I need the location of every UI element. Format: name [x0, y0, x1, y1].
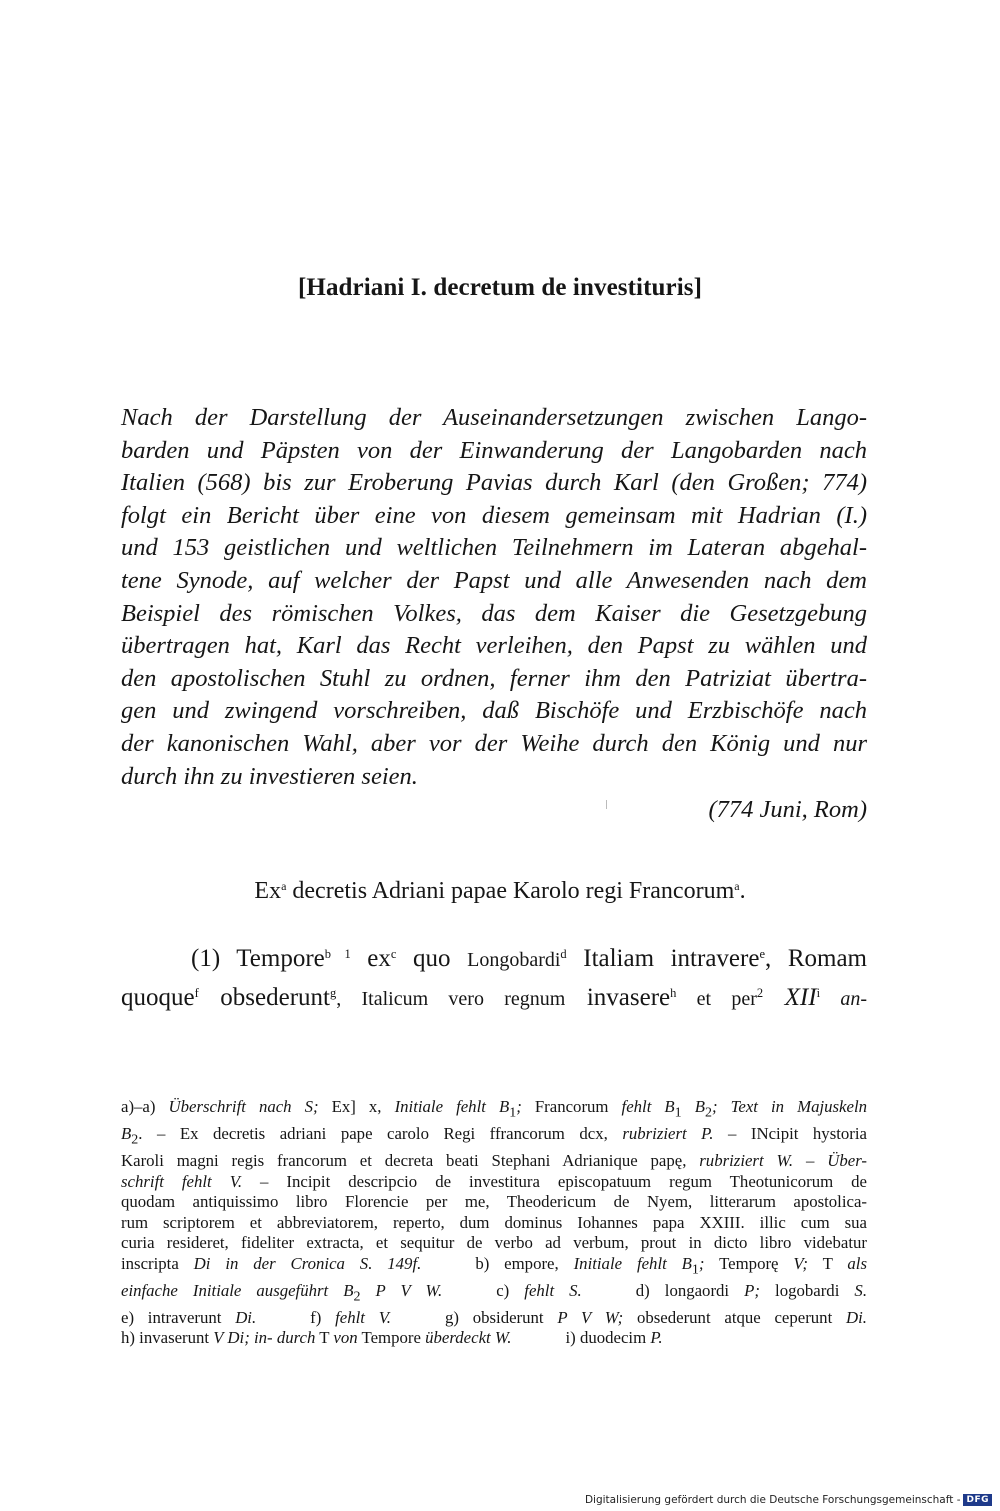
summary-line: übertragen hat, Karl das Recht verleihen, den Papst zu wählen und	[121, 632, 867, 660]
fn-sub: 1	[509, 1105, 517, 1121]
text-word: quo	[396, 945, 468, 972]
fn-text: a)–a)	[121, 1097, 169, 1116]
footnote-marker: d	[560, 946, 567, 961]
footnote-line	[121, 1254, 867, 1281]
fn-italic: Di.	[846, 1307, 867, 1327]
footnote-marker: i	[816, 985, 821, 1000]
fn-italic: fehlt V.	[335, 1307, 391, 1327]
summary-line: der kanonischen Wahl, aber vor der Weihe durch den König und nur	[121, 729, 867, 757]
text-word: et per	[676, 988, 757, 1010]
fn-text: e) intraverunt	[121, 1307, 236, 1327]
fn-italic: V;	[793, 1253, 808, 1273]
fn-sub: 1	[674, 1105, 682, 1121]
fn-italic: P.	[650, 1328, 663, 1348]
footnote-line: rum scriptorem et abbreviatorem, reperto, dum dominus Iohannes papa XXIII. illic cum sua	[121, 1212, 867, 1232]
heading-text: .	[739, 878, 746, 904]
fn-text: g) obsiderunt	[444, 1307, 558, 1327]
footnote-marker: e	[759, 946, 766, 961]
fn-italic: fehlt B	[621, 1097, 675, 1116]
paragraph-number: (1)	[191, 945, 237, 972]
footnote-line	[121, 1151, 867, 1172]
footnotes-apparatus	[121, 1097, 867, 1349]
fn-sub: 2	[704, 1105, 712, 1121]
fn-italic: Di.	[235, 1307, 257, 1327]
summary-date: (774 Juni, Rom)	[708, 796, 867, 823]
fn-text: Francorum	[521, 1097, 622, 1116]
text-word: XII	[763, 984, 817, 1011]
fn-italic: P V W;	[557, 1307, 624, 1327]
footnote-line: curia resideret, fideliter extracta, et sequitur de verbo ad verbum, prout in dicto libro videbatur	[121, 1233, 867, 1253]
fn-italic: überdeckt W.	[425, 1328, 512, 1348]
fn-italic: einfache Initiale ausgeführt B	[121, 1280, 354, 1300]
footnote-marker: h	[670, 985, 677, 1000]
footnote-line	[121, 1308, 867, 1329]
footnote-line	[121, 1328, 867, 1349]
fn-text: i) duodecim	[565, 1328, 651, 1348]
footnote-marker: f	[194, 985, 199, 1000]
summary-paragraph	[121, 402, 867, 793]
footnote-line	[121, 1281, 867, 1308]
text-word: quoque	[121, 984, 195, 1011]
fn-italic: Überschrift nach S;	[168, 1097, 319, 1116]
fn-italic: fehlt S.	[524, 1280, 582, 1300]
summary-line: und 153 geistlichen und weltlichen Teilnehmern im Lateran abgehal-	[121, 534, 867, 562]
credit-text: Digitalisierung gefördert durch die Deutsche Forschungsgemeinschaft -	[584, 1494, 961, 1506]
footnote-line	[121, 1172, 867, 1193]
fn-text: Ex] x,	[318, 1097, 395, 1116]
footnote-line	[121, 1124, 867, 1151]
text-word: Tempore	[236, 945, 325, 972]
scan-speck	[606, 800, 607, 809]
fn-text: – Incipit descripcio de investitura episcopatuum regum Theotunicorum de	[242, 1171, 867, 1191]
fn-italic: P;	[744, 1280, 760, 1300]
fn-italic: S.	[854, 1280, 868, 1300]
fn-sub: 2	[131, 1132, 139, 1148]
fn-italic: ;	[698, 1253, 705, 1273]
fn-text: – INcipit hystoria	[713, 1123, 867, 1143]
fn-italic: Initiale fehlt B	[573, 1253, 692, 1273]
fn-text: obsederunt atque ceperunt	[623, 1307, 846, 1327]
footnote-line	[121, 1097, 867, 1124]
summary-line: barden und Päpsten von der Einwanderung der Langobarden nach	[121, 436, 867, 464]
summary-line: folgt ein Bericht über eine von diesem gemeinsam mit Hadrian (I.)	[121, 501, 867, 529]
fn-italic: von	[333, 1328, 358, 1348]
fn-italic: ;	[516, 1097, 522, 1116]
text-word: Longobardi	[467, 949, 561, 971]
text-word: , Italicum vero	[336, 988, 505, 1010]
fn-italic: P V W.	[360, 1280, 443, 1300]
fn-text: T	[807, 1253, 848, 1273]
text-word: Italiam intravere	[566, 945, 760, 972]
footnote-marker: c	[390, 946, 397, 961]
footnote-marker: g	[330, 985, 337, 1000]
fn-text: h) invaserunt	[121, 1328, 214, 1348]
fn-text: b) empore,	[475, 1253, 574, 1273]
footnote-line: quodam antiquissimo libro Florencie per me, Theodericum de Nyem, litterarum apostolica-	[121, 1192, 867, 1212]
fn-italic: B	[681, 1097, 705, 1116]
fn-sub: 1	[691, 1262, 699, 1278]
footnote-marker: b 1	[324, 946, 351, 961]
fn-italic: V Di; in- durch	[213, 1328, 316, 1348]
digitization-credit	[585, 1494, 992, 1506]
fn-text: Temporę	[704, 1253, 794, 1273]
fn-text: . – Ex decretis adriani pape carolo Regi ffrancorum dcx,	[138, 1123, 623, 1143]
summary-line: tene Synode, auf welcher der Papst und alle Anwesenden nach dem	[121, 566, 867, 594]
text-word: , Romam	[765, 945, 867, 972]
main-text	[121, 940, 867, 1018]
heading-text: decretis Adriani papae Karolo regi Francorum	[286, 878, 735, 904]
document-title: [Hadriani I. decretum de investituris]	[297, 274, 702, 301]
text-word: an-	[820, 988, 867, 1010]
summary-line: Nach der Darstellung der Auseinandersetzungen zwischen Lango-	[121, 404, 867, 431]
fn-text: Tempore	[357, 1328, 426, 1348]
heading-text: Ex	[254, 878, 282, 904]
fn-text: c)	[496, 1280, 525, 1300]
text-word: obsederunt	[198, 984, 330, 1011]
text-word: ex	[350, 945, 391, 972]
fn-sub: 2	[353, 1289, 361, 1305]
fn-italic: rubriziert P.	[622, 1123, 714, 1143]
summary-line: Beispiel des römischen Volkes, das dem Kaiser die Gesetzgebung	[121, 599, 867, 627]
fn-text: logobardi	[760, 1280, 855, 1300]
fn-text: f)	[310, 1307, 336, 1327]
dfg-logo: DFG	[963, 1494, 992, 1506]
text-word: regnum	[504, 988, 566, 1010]
fn-italic: B	[121, 1123, 132, 1143]
text-word: invasere	[565, 984, 671, 1011]
fn-italic: Initiale fehlt B	[394, 1097, 510, 1116]
footnote-marker: 2	[756, 985, 764, 1000]
section-heading	[0, 878, 1000, 905]
fn-text: Karoli magni regis francorum et decreta beati Stephani Adrianique papę,	[121, 1150, 700, 1170]
text-line	[121, 979, 867, 1018]
fn-text: inscripta	[121, 1253, 194, 1273]
text-line	[121, 940, 867, 979]
fn-italic: ; Text in Majuskeln	[711, 1097, 868, 1116]
fn-italic: schrift fehlt V.	[121, 1171, 243, 1191]
fn-text: d) longaordi	[635, 1280, 745, 1300]
fn-italic: als	[847, 1253, 867, 1273]
summary-line: Italien (568) bis zur Eroberung Pavias durch Karl (den Großen; 774)	[121, 469, 867, 497]
footnote-marker: a	[734, 879, 740, 894]
summary-line: gen und zwingend vorschreiben, daß Bischöfe und Erzbischöfe nach	[121, 697, 867, 725]
fn-italic: Di in der Cronica S. 149f.	[193, 1253, 422, 1273]
summary-line: durch ihn zu investieren seien.	[121, 762, 418, 790]
footnote-marker: a	[281, 879, 287, 894]
summary-line: den apostolischen Stuhl zu ordnen, ferner ihm den Patriziat übertra-	[121, 664, 867, 692]
fn-italic: rubriziert W. – Über-	[699, 1150, 867, 1170]
fn-text: T	[315, 1328, 334, 1348]
